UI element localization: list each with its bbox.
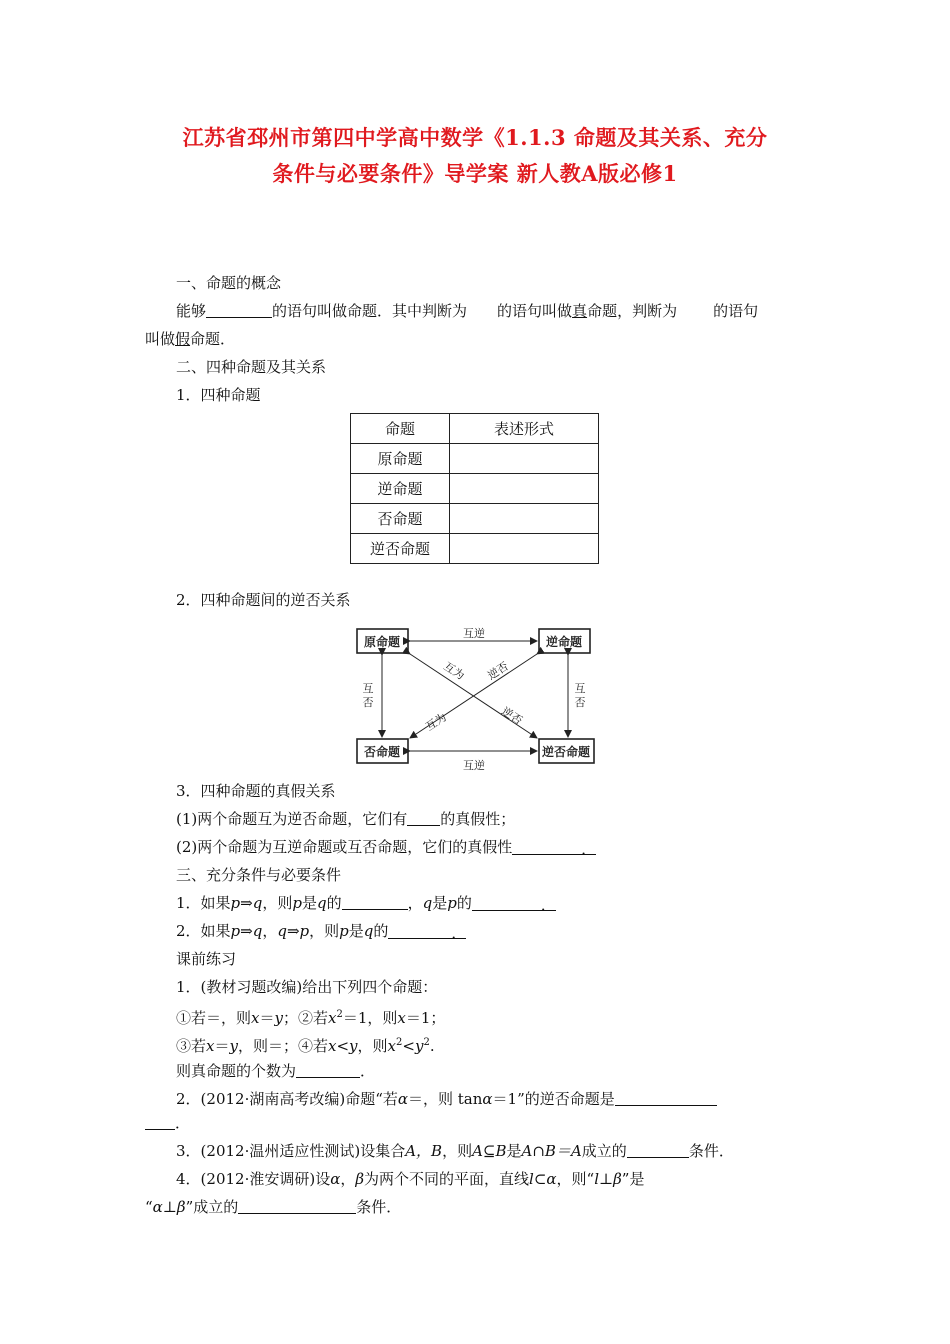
doc-title-line1: 江苏省邳州市第四中学高中数学《1.1.3 命题及其关系、充分 <box>182 125 768 150</box>
subsection-truth: 3．四种命题的真假关系 <box>176 782 336 800</box>
table-header-row <box>351 414 599 444</box>
text: ，则 <box>357 1037 388 1055</box>
var: y <box>274 1009 283 1027</box>
question-3 <box>176 1141 734 1161</box>
table-header-cell: 命题 <box>351 414 450 444</box>
question-1-line1 <box>176 1005 445 1028</box>
text: 是 <box>506 1142 522 1160</box>
text: ． <box>175 1114 191 1132</box>
question-4-continuation <box>145 1197 401 1217</box>
text: 是 <box>348 922 364 940</box>
text: 的语句 <box>713 302 759 320</box>
question-1-line3 <box>176 1061 375 1081</box>
text: 是 <box>301 894 317 912</box>
exponent: 2 <box>423 1037 430 1048</box>
table-cell-empty <box>450 444 599 474</box>
text: ，则“ <box>556 1170 595 1188</box>
text: 条件． <box>688 1142 734 1160</box>
table-header-cell: 表述形式 <box>450 414 599 444</box>
text: ＝ <box>259 1009 275 1027</box>
var: y <box>229 1037 238 1055</box>
var: p <box>230 894 241 912</box>
text: ＝ <box>214 1037 230 1055</box>
table-row <box>351 444 599 474</box>
text: 条件． <box>356 1198 402 1216</box>
table-cell: 逆命题 <box>351 474 450 504</box>
question-2-continuation <box>145 1113 190 1133</box>
label-diag2-b: 逆否 <box>499 704 525 728</box>
text: 是 <box>432 894 448 912</box>
four-propositions-table <box>350 413 599 564</box>
var: x <box>328 1009 337 1027</box>
blank <box>615 1090 717 1106</box>
text: ． <box>581 840 597 858</box>
table-cell: 逆否命题 <box>351 534 450 564</box>
var: x <box>206 1037 215 1055</box>
var: A⊆B <box>472 1142 507 1160</box>
text: ，则 <box>262 894 293 912</box>
text: ， <box>262 922 278 940</box>
text: 2．(2012·湖南高考改编)命题“若 <box>176 1090 398 1108</box>
subsection-relations: 2．四种命题间的逆否关系 <box>176 591 351 609</box>
text: 的 <box>373 922 389 940</box>
subsection-four-propositions: 1．四种命题 <box>176 386 261 404</box>
table-row <box>351 504 599 534</box>
blank <box>296 1062 360 1078</box>
truth-line2 <box>176 837 596 857</box>
text: 的语句叫做 <box>497 302 573 320</box>
var: A∩B＝A <box>521 1142 582 1160</box>
text: 1．如果 <box>176 894 231 912</box>
text: ，则＝；④若 <box>237 1037 328 1055</box>
var: p <box>230 922 241 940</box>
var: x <box>328 1037 337 1055</box>
text: ③若 <box>176 1037 207 1055</box>
text: 叫做 <box>145 330 176 348</box>
blank <box>407 810 440 826</box>
var: x <box>251 1009 260 1027</box>
var: x <box>387 1037 397 1055</box>
text: . <box>429 1037 435 1055</box>
blank <box>512 839 597 858</box>
blank <box>145 1114 175 1130</box>
label-inverse: 否命题 <box>363 745 401 759</box>
text: 则真命题的个数为 <box>176 1062 297 1080</box>
exponent: 2 <box>396 1037 403 1048</box>
question-1-line2 <box>176 1033 435 1056</box>
text: ， <box>407 894 423 912</box>
var: p <box>292 894 302 912</box>
text: 为两个不同的平面，直线 <box>364 1170 530 1188</box>
label-left-a: 互 <box>362 682 374 695</box>
practice-heading: 课前练习 <box>176 950 237 968</box>
var: A，B <box>405 1142 443 1160</box>
var: x <box>397 1009 406 1027</box>
table-row <box>351 534 599 564</box>
implies-symbol: ⇒ <box>240 922 253 940</box>
var: p <box>447 894 457 912</box>
text: “ <box>145 1198 153 1216</box>
implies-symbol: ⇒ <box>286 922 300 940</box>
doc-title-line2: 条件与必要条件》导学案 新人教A版必修1 <box>272 161 678 186</box>
table-cell: 原命题 <box>351 444 450 474</box>
text: ＝，则 tan <box>408 1090 483 1108</box>
var: β <box>355 1170 365 1188</box>
text: 3．(2012·温州适应性测试)设集合 <box>176 1142 406 1160</box>
label-bottom: 互逆 <box>463 759 485 772</box>
text: ，则 <box>309 922 340 940</box>
label-right-a: 互 <box>574 682 586 695</box>
label-contrapositive: 逆否命题 <box>541 745 591 759</box>
text: ，则 <box>442 1142 473 1160</box>
text: 的语句叫做命题．其中判断为 <box>272 302 468 320</box>
text: ；②若 <box>282 1009 328 1027</box>
blank <box>206 302 272 318</box>
text: ． <box>451 924 467 942</box>
label-diag2-a: 互为 <box>423 710 449 734</box>
relation-diagram <box>350 620 600 772</box>
label-converse: 逆命题 <box>545 635 583 649</box>
text: ”是 <box>621 1170 645 1188</box>
text: ”成立的 <box>185 1198 239 1216</box>
text: ． <box>540 896 556 914</box>
var: α <box>330 1170 341 1188</box>
text: 命题，判断为 <box>587 302 678 320</box>
text: (1)两个命题互为逆否命题，它们有 <box>176 810 408 828</box>
text: ＝1； <box>405 1009 446 1027</box>
var: y <box>349 1037 358 1055</box>
label-original: 原命题 <box>363 635 401 649</box>
implies-symbol: ⇒ <box>240 894 253 912</box>
blank <box>238 1198 356 1214</box>
var: l⊂α <box>529 1170 557 1188</box>
var: α⊥β <box>152 1198 186 1216</box>
condition-line2 <box>176 921 466 941</box>
question-4 <box>176 1169 644 1189</box>
blank <box>627 1142 689 1158</box>
section2-heading: 二、四种命题及其关系 <box>176 358 327 376</box>
table-cell-empty <box>450 474 599 504</box>
section3-heading: 三、充分条件与必要条件 <box>176 866 342 884</box>
label-top: 互逆 <box>463 627 485 640</box>
text: ． <box>360 1062 376 1080</box>
exponent: 2 <box>336 1009 343 1020</box>
var: y <box>414 1037 424 1055</box>
text: ＝1”的逆否命题是 <box>492 1090 615 1108</box>
text: 真 <box>572 302 588 320</box>
condition-line1 <box>176 893 556 913</box>
var: q <box>277 922 287 940</box>
question-2 <box>176 1089 717 1109</box>
table-cell: 否命题 <box>351 504 450 534</box>
truth-line1 <box>176 809 515 829</box>
table-row <box>351 474 599 504</box>
text: < <box>402 1037 415 1055</box>
var: q <box>252 922 263 940</box>
concept-line1 <box>176 301 758 321</box>
blank <box>472 895 556 914</box>
var: q <box>316 894 327 912</box>
text: 假 <box>175 330 191 348</box>
text: (2)两个命题为互逆命题或互否命题，它们的真假性 <box>176 838 513 856</box>
blank <box>342 894 408 910</box>
var: q <box>363 922 374 940</box>
text: ＝1，则 <box>342 1009 398 1027</box>
text: 的 <box>456 894 472 912</box>
text: 的真假性； <box>440 810 516 828</box>
text: < <box>336 1037 350 1055</box>
label-right-b: 否 <box>574 696 586 709</box>
concept-line2 <box>145 329 235 349</box>
label-diag1-a: 互为 <box>441 659 467 683</box>
text: 4．(2012·淮安调研)设 <box>176 1170 331 1188</box>
text: 成立的 <box>581 1142 627 1160</box>
question-1: 1．(教材习题改编)给出下列四个命题： <box>176 978 438 996</box>
text: 的 <box>326 894 342 912</box>
var: q <box>422 894 433 912</box>
text: 命题． <box>190 330 236 348</box>
text: ， <box>340 1170 356 1188</box>
label-left-b: 否 <box>362 696 374 709</box>
section1-heading: 一、命题的概念 <box>176 274 282 292</box>
var: p <box>339 922 349 940</box>
var: α <box>397 1090 408 1108</box>
var: q <box>252 894 263 912</box>
text: 2．如果 <box>176 922 231 940</box>
text: ①若＝，则 <box>176 1009 252 1027</box>
table-cell-empty <box>450 504 599 534</box>
text: 能够 <box>176 302 207 320</box>
label-diag1-b: 逆否 <box>485 659 511 683</box>
var: α <box>482 1090 493 1108</box>
blank <box>388 923 467 942</box>
var: l⊥β <box>594 1170 622 1188</box>
var: p <box>299 922 310 940</box>
table-cell-empty <box>450 534 599 564</box>
